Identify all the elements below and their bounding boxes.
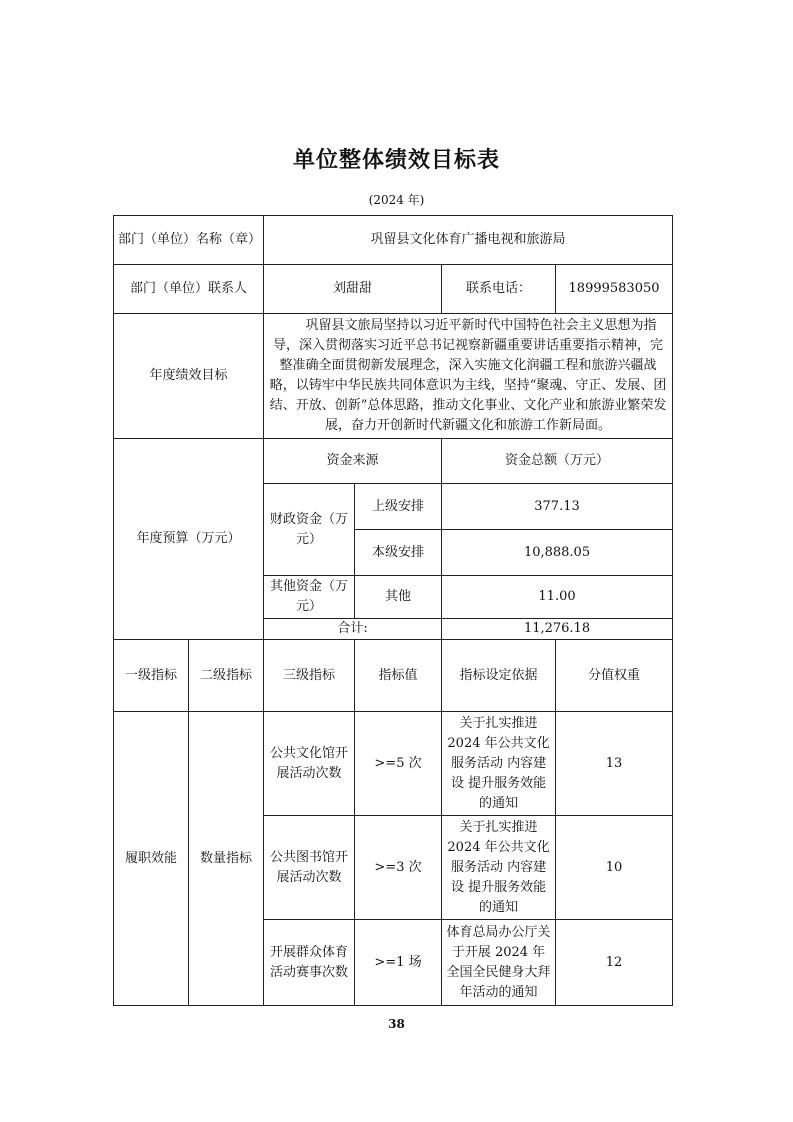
- performance-target-table: [113, 215, 673, 1006]
- document-year: (2024 年): [368, 193, 425, 207]
- indicator-value: >=5 次: [355, 712, 442, 816]
- phone-value: 18999583050: [556, 265, 673, 314]
- table-row: [114, 712, 673, 816]
- page-number: 38: [388, 1017, 405, 1031]
- phone-label: 联系电话：: [442, 265, 556, 314]
- budget-source-header: 资金来源: [264, 439, 442, 484]
- upper-arrangement-value: 377.13: [442, 484, 673, 530]
- other-item-label: 其他: [355, 576, 442, 619]
- budget-header-row: [114, 439, 673, 484]
- indicator-header-row: [114, 640, 673, 712]
- indicator-weight: 12: [556, 920, 673, 1006]
- dept-contact-value: 刘甜甜: [264, 265, 442, 314]
- fiscal-funds-label: 财政资金（万元）: [264, 484, 355, 576]
- level3-indicator: 公共图书馆开展活动次数: [264, 816, 355, 920]
- budget-sum-value: 11,276.18: [442, 619, 673, 640]
- header-level1: 一级指标: [114, 640, 189, 712]
- header-level2: 二级指标: [189, 640, 264, 712]
- indicator-basis: 关于扎实推进2024 年公共文化服务活动 内容建设 提升服务效能的通知: [442, 816, 556, 920]
- local-arrangement-label: 本级安排: [355, 530, 442, 576]
- indicator-value: >=1 场: [355, 920, 442, 1006]
- indicator-weight: 10: [556, 816, 673, 920]
- document-title: 单位整体绩效目标表: [292, 148, 500, 173]
- level2-indicator: 数量指标: [189, 712, 264, 1006]
- header-level3: 三级指标: [264, 640, 355, 712]
- other-funds-value: 11.00: [442, 576, 673, 619]
- indicator-weight: 13: [556, 712, 673, 816]
- dept-name-row: [114, 216, 673, 265]
- other-funds-label: 其他资金（万元）: [264, 576, 355, 619]
- dept-contact-row: [114, 265, 673, 314]
- upper-arrangement-label: 上级安排: [355, 484, 442, 530]
- budget-label: 年度预算（万元）: [114, 439, 264, 640]
- level3-indicator: 开展群众体育活动赛事次数: [264, 920, 355, 1006]
- budget-total-header: 资金总额（万元）: [442, 439, 673, 484]
- header-basis: 指标设定依据: [442, 640, 556, 712]
- level3-indicator: 公共文化馆开展活动次数: [264, 712, 355, 816]
- dept-name-label: 部门（单位）名称（章）: [114, 216, 264, 265]
- goal-row: [114, 314, 673, 439]
- goal-label: 年度绩效目标: [114, 314, 264, 439]
- goal-text: 巩留县文旅局坚持以习近平新时代中国特色社会主义思想为指导，深入贯彻落实习近平总书记视察新疆重要讲话重要指示精神，完整准确全面贯彻新发展理念，深入实施文化润疆工程和旅游兴疆战略，以铸牢中华民族共同体意识为主线，坚持“聚魂、守正、发展、团结、开放、创新”总体思路，推动文化事业、文化产业和旅游业繁荣发展，奋力开创新时代新疆文化和旅游工作新局面。: [264, 314, 673, 439]
- header-weight: 分值权重: [556, 640, 673, 712]
- indicator-value: >=3 次: [355, 816, 442, 920]
- dept-contact-label: 部门（单位）联系人: [114, 265, 264, 314]
- header-value: 指标值: [355, 640, 442, 712]
- budget-sum-label: 合计:: [264, 619, 442, 640]
- level1-indicator: 履职效能: [114, 712, 189, 1006]
- dept-name-value: 巩留县文化体育广播电视和旅游局: [264, 216, 673, 265]
- indicator-basis: 关于扎实推进2024 年公共文化服务活动 内容建设 提升服务效能的通知: [442, 712, 556, 816]
- indicator-basis: 体育总局办公厅关于开展 2024 年全国全民健身大拜年活动的通知: [442, 920, 556, 1006]
- local-arrangement-value: 10,888.05: [442, 530, 673, 576]
